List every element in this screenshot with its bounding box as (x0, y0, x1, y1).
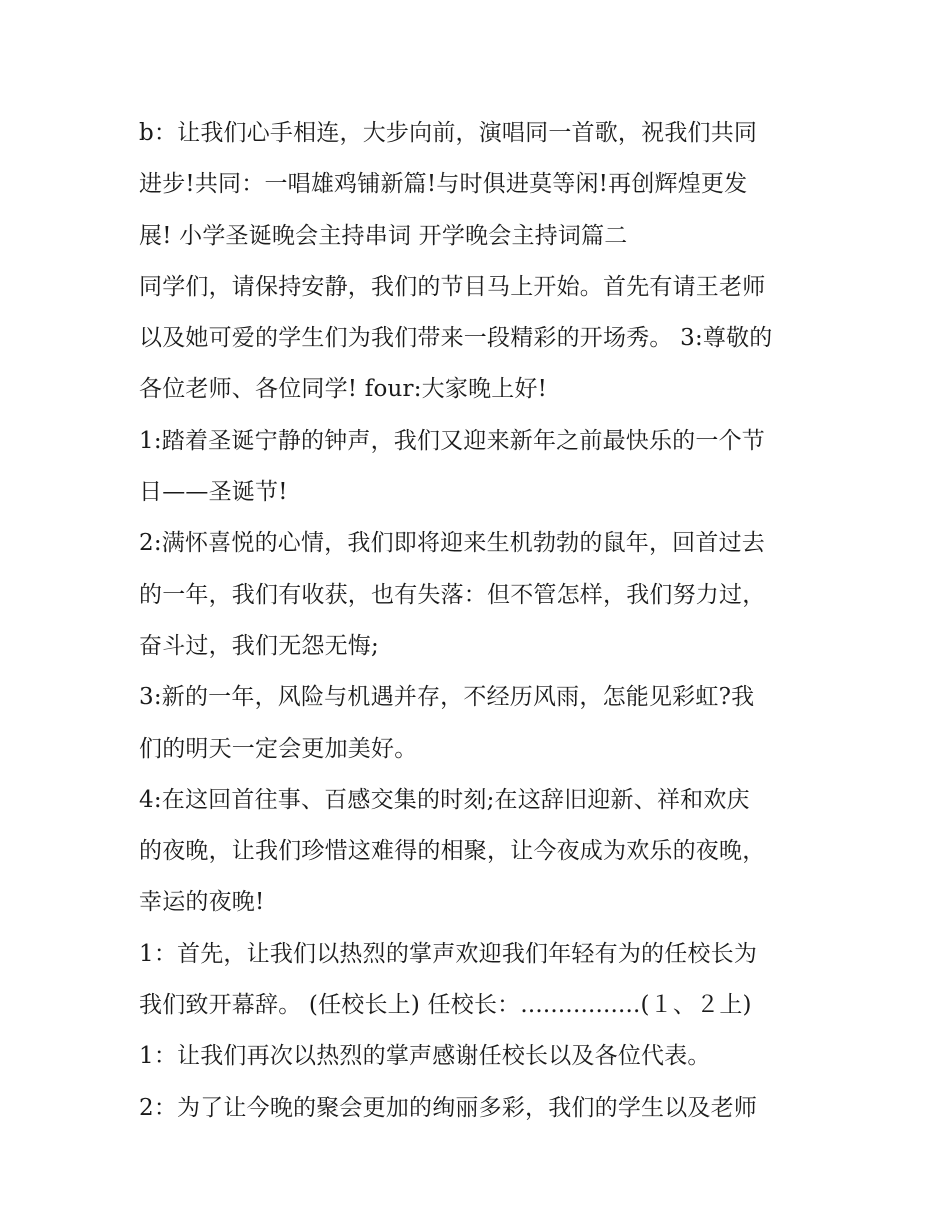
text-line: 幸运的夜晚! (139, 889, 265, 916)
text-line: 各位老师、各位同学! four:大家晚上好! (139, 376, 548, 403)
text-line: 1：首先，让我们以热烈的掌声欢迎我们年轻有为的任校长为 (139, 940, 758, 967)
text-line: 展! 小学圣诞晚会主持串词 开学晚会主持词篇二 (139, 222, 628, 249)
text-line: 1：让我们再次以热烈的掌声感谢任校长以及各位代表。 (139, 1043, 711, 1070)
text-line: 日——圣诞节! (139, 479, 288, 506)
text-line: 们的明天一定会更加美好。 (139, 735, 418, 762)
text-line: 2:满怀喜悦的心情，我们即将迎来生机勃勃的鼠年，回首过去 (139, 530, 765, 557)
text-line: 的夜晚，让我们珍惜这难得的相聚，让今夜成为欢乐的夜晚， (139, 838, 766, 865)
text-line: 我们致开幕辞。 (任校长上) 任校长：................(１、２上) (139, 992, 752, 1019)
text-line: b：让我们心手相连，大步向前，演唱同一首歌，祝我们共同 (139, 120, 758, 146)
text-line: 以及她可爱的学生们为我们带来一段精彩的开场秀。 3:尊敬的 (139, 325, 773, 352)
text-line: 3:新的一年，风险与机遇并存，不经历风雨，怎能见彩虹?我 (139, 684, 755, 711)
text-line: 同学们，请保持安静，我们的节目马上开始。首先有请王老师 (139, 273, 766, 300)
document-body (139, 108, 829, 1134)
text-line: 1:踏着圣诞宁静的钟声，我们又迎来新年之前最快乐的一个节 (139, 427, 765, 454)
text-line: 奋斗过，我们无怨无悔; (139, 632, 379, 659)
text-line: 进步!共同：一唱雄鸡铺新篇!与时俱进莫等闲!再创辉煌更发 (139, 171, 748, 198)
text-line: 的一年，我们有收获，也有失落：但不管怎样，我们努力过， (139, 581, 766, 608)
text-line: 2：为了让今晚的聚会更加的绚丽多彩，我们的学生以及老师 (139, 1094, 758, 1121)
text-line: 4:在这回首往事、百感交集的时刻;在这辞旧迎新、祥和欢庆 (139, 786, 750, 813)
